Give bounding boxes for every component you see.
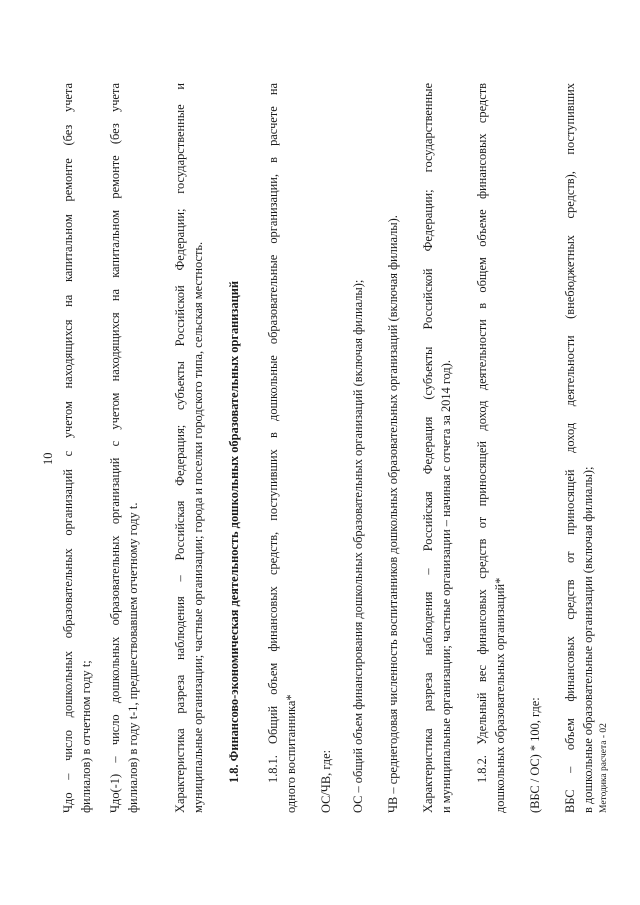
page-number: 10 [41,452,55,465]
definition-line: в дошкольные образовательные организации (включая филиалы); [581,466,595,813]
subsection-heading: 1.8.2. Удельный вес финансовых средств от приносящей доход деятельности в общем объеме финансовых средств [475,83,489,783]
formula: ОС/ЧВ, где: [319,749,333,813]
subsection-heading: 1.8.1. Общий объем финансовых средств, поступивших в дошкольные образовательные организации, в расчете на [266,83,280,783]
definition-line: филиалов) в отчетном году t; [79,660,93,813]
definition-line: ЧВ – среднегодовая численность воспитанников дошкольных образовательных организаций (включая филиалы). [386,215,400,813]
footer-text: Методика расчета - 02 [599,723,609,813]
paragraph-line: Характеристика разреза наблюдения – Российская Федерация (субъекты Российской Федерации; государственные [421,83,435,813]
paragraph-line: муниципальные организации; частные организации; города и поселки городского типа, сельская местность. [191,241,205,813]
paragraph-line: Характеристика разреза наблюдения – Российская Федерация; субъекты Российской Федерации; государственные и [173,83,187,813]
definition-line: филиалов) в году t-1, предшествовавшем отчетному году t. [126,502,140,813]
subsection-heading: дошкольных образовательных организаций* [493,577,507,813]
definition-line: Чдо – число дошкольных образовательных организаций с учетом находящихся на капитальном ремонте (без учета [61,83,75,813]
definition-line: ВБС – объем финансовых средств от приносящей доход деятельности (внебюджетных средств), поступивших [563,83,577,813]
definition-line: Чдо(-1) – число дошкольных образовательных организаций с учетом находящихся на капитальном ремонте (без учета [108,83,122,813]
section-heading: 1.8. Финансово-экономическая деятельность дошкольных образовательных организаций [227,280,241,783]
paragraph-line: и муниципальные организации; частные организации – начиная с отчета за 2014 год). [439,360,453,813]
definition-line: ОС – общий объем финансирования дошкольных образовательных организаций (включая филиалы); [351,279,365,813]
subsection-heading: одного воспитанника* [284,694,298,813]
formula: (ВБС / ОС) * 100, где: [528,697,542,813]
